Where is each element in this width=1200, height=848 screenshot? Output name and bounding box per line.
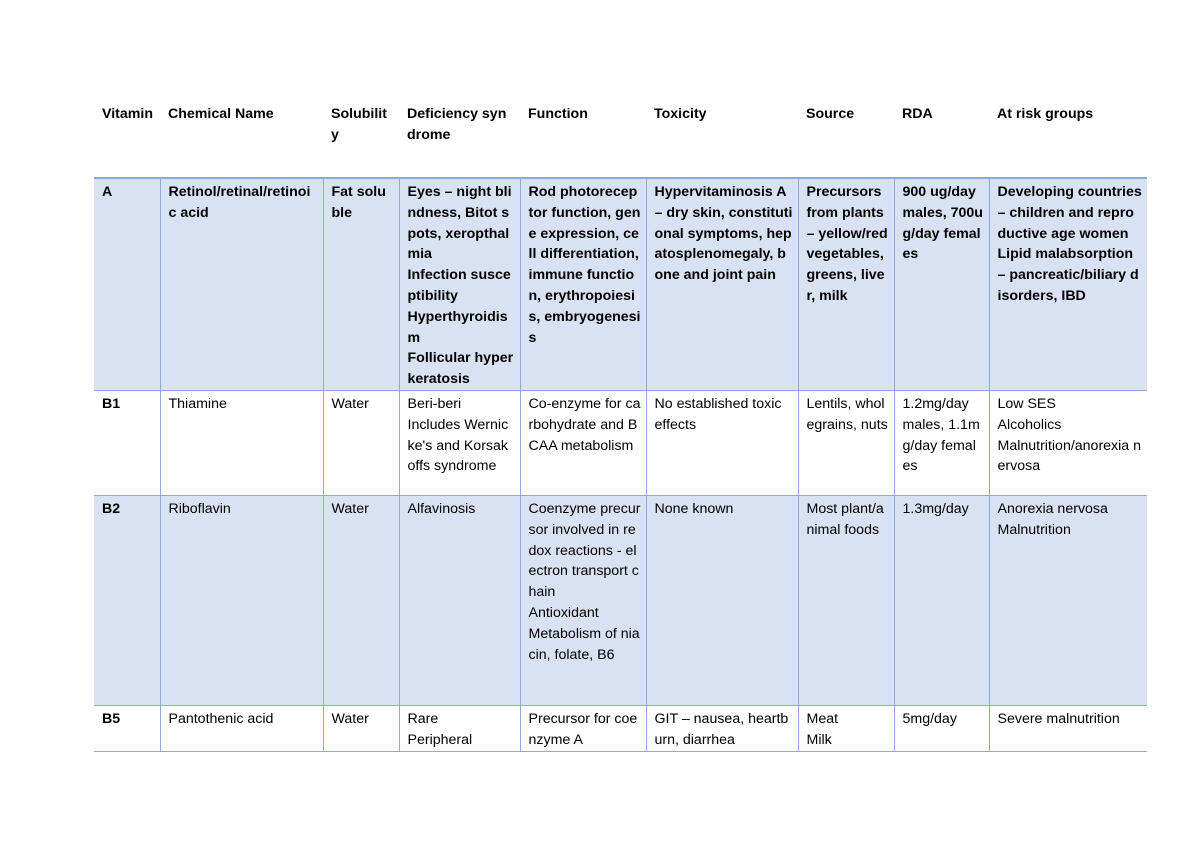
header-rda: RDA bbox=[902, 106, 933, 122]
cell-vitamin: B5 bbox=[94, 706, 160, 752]
cell-solubility: Water bbox=[323, 496, 399, 706]
table-row bbox=[94, 178, 1147, 391]
cell-deficiency: Rare Peripheral bbox=[399, 706, 520, 752]
header-vitamin: Vitamin bbox=[102, 106, 153, 122]
cell-chemical: Retinol/retinal/retinoic acid bbox=[160, 178, 323, 391]
cell-risk: Developing countries – children and reproductive age women Lipid malabsorption – pancreatic/biliary disorders, IBD bbox=[989, 178, 1147, 391]
cell-function: Coenzyme precursor involved in redox reactions - electron transport chain Antioxidant Metabolism of niacin, folate, B6 bbox=[520, 496, 646, 706]
table-row bbox=[94, 706, 1147, 752]
header-function: Function bbox=[528, 106, 588, 122]
header-chemical-name: Chemical Name bbox=[168, 106, 274, 122]
header-solubility: Solubility bbox=[331, 106, 387, 143]
cell-toxicity: Hypervitaminosis A – dry skin, constitutional symptoms, hepatosplenomegaly, bone and joint pain bbox=[646, 178, 798, 391]
cell-solubility: Water bbox=[323, 706, 399, 752]
cell-toxicity: GIT – nausea, heartburn, diarrhea bbox=[646, 706, 798, 752]
cell-vitamin: B2 bbox=[94, 496, 160, 706]
cell-function: Co-enzyme for carbohydrate and BCAA metabolism bbox=[520, 391, 646, 496]
cell-deficiency: Alfavinosis bbox=[399, 496, 520, 706]
cell-solubility: Water bbox=[323, 391, 399, 496]
table-row bbox=[94, 496, 1147, 706]
header-risk-groups: At risk groups bbox=[997, 106, 1094, 122]
vitamin-table bbox=[94, 100, 1147, 752]
cell-rda: 5mg/day bbox=[894, 706, 989, 752]
cell-function: Rod photoreceptor function, gene expression, cell differentiation, immune function, erythropoiesis, embryogenesis bbox=[520, 178, 646, 391]
cell-vitamin: B1 bbox=[94, 391, 160, 496]
cell-chemical: Thiamine bbox=[160, 391, 323, 496]
cell-source: Meat Milk bbox=[798, 706, 894, 752]
cell-vitamin: A bbox=[94, 178, 160, 391]
table-header-row bbox=[94, 100, 1147, 178]
cell-risk: Severe malnutrition bbox=[989, 706, 1147, 752]
cell-function: Precursor for coenzyme A bbox=[520, 706, 646, 752]
cell-toxicity: No established toxic effects bbox=[646, 391, 798, 496]
cell-source: Most plant/animal foods bbox=[798, 496, 894, 706]
header-toxicity: Toxicity bbox=[654, 106, 707, 122]
cell-source: Lentils, wholegrains, nuts bbox=[798, 391, 894, 496]
cell-toxicity: None known bbox=[646, 496, 798, 706]
cell-risk: Anorexia nervosa Malnutrition bbox=[989, 496, 1147, 706]
cell-deficiency: Eyes – night blindness, Bitot spots, xeropthalmia Infection susceptibility Hyperthyroidism Follicular hyperkeratosis bbox=[399, 178, 520, 391]
cell-chemical: Riboflavin bbox=[160, 496, 323, 706]
cell-source: Precursors from plants – yellow/red vegetables, greens, liver, milk bbox=[798, 178, 894, 391]
cell-rda: 1.3mg/day bbox=[894, 496, 989, 706]
cell-risk: Low SES Alcoholics Malnutrition/anorexia nervosa bbox=[989, 391, 1147, 496]
cell-solubility: Fat soluble bbox=[323, 178, 399, 391]
cell-rda: 900 ug/day males, 700ug/day females bbox=[894, 178, 989, 391]
cell-rda: 1.2mg/day males, 1.1mg/day females bbox=[894, 391, 989, 496]
header-deficiency: Deficiency syndrome bbox=[407, 106, 507, 143]
header-source: Source bbox=[806, 106, 855, 122]
cell-deficiency: Beri-beri Includes Wernicke's and Korsakoffs syndrome bbox=[399, 391, 520, 496]
cell-chemical: Pantothenic acid bbox=[160, 706, 323, 752]
table-row bbox=[94, 391, 1147, 496]
